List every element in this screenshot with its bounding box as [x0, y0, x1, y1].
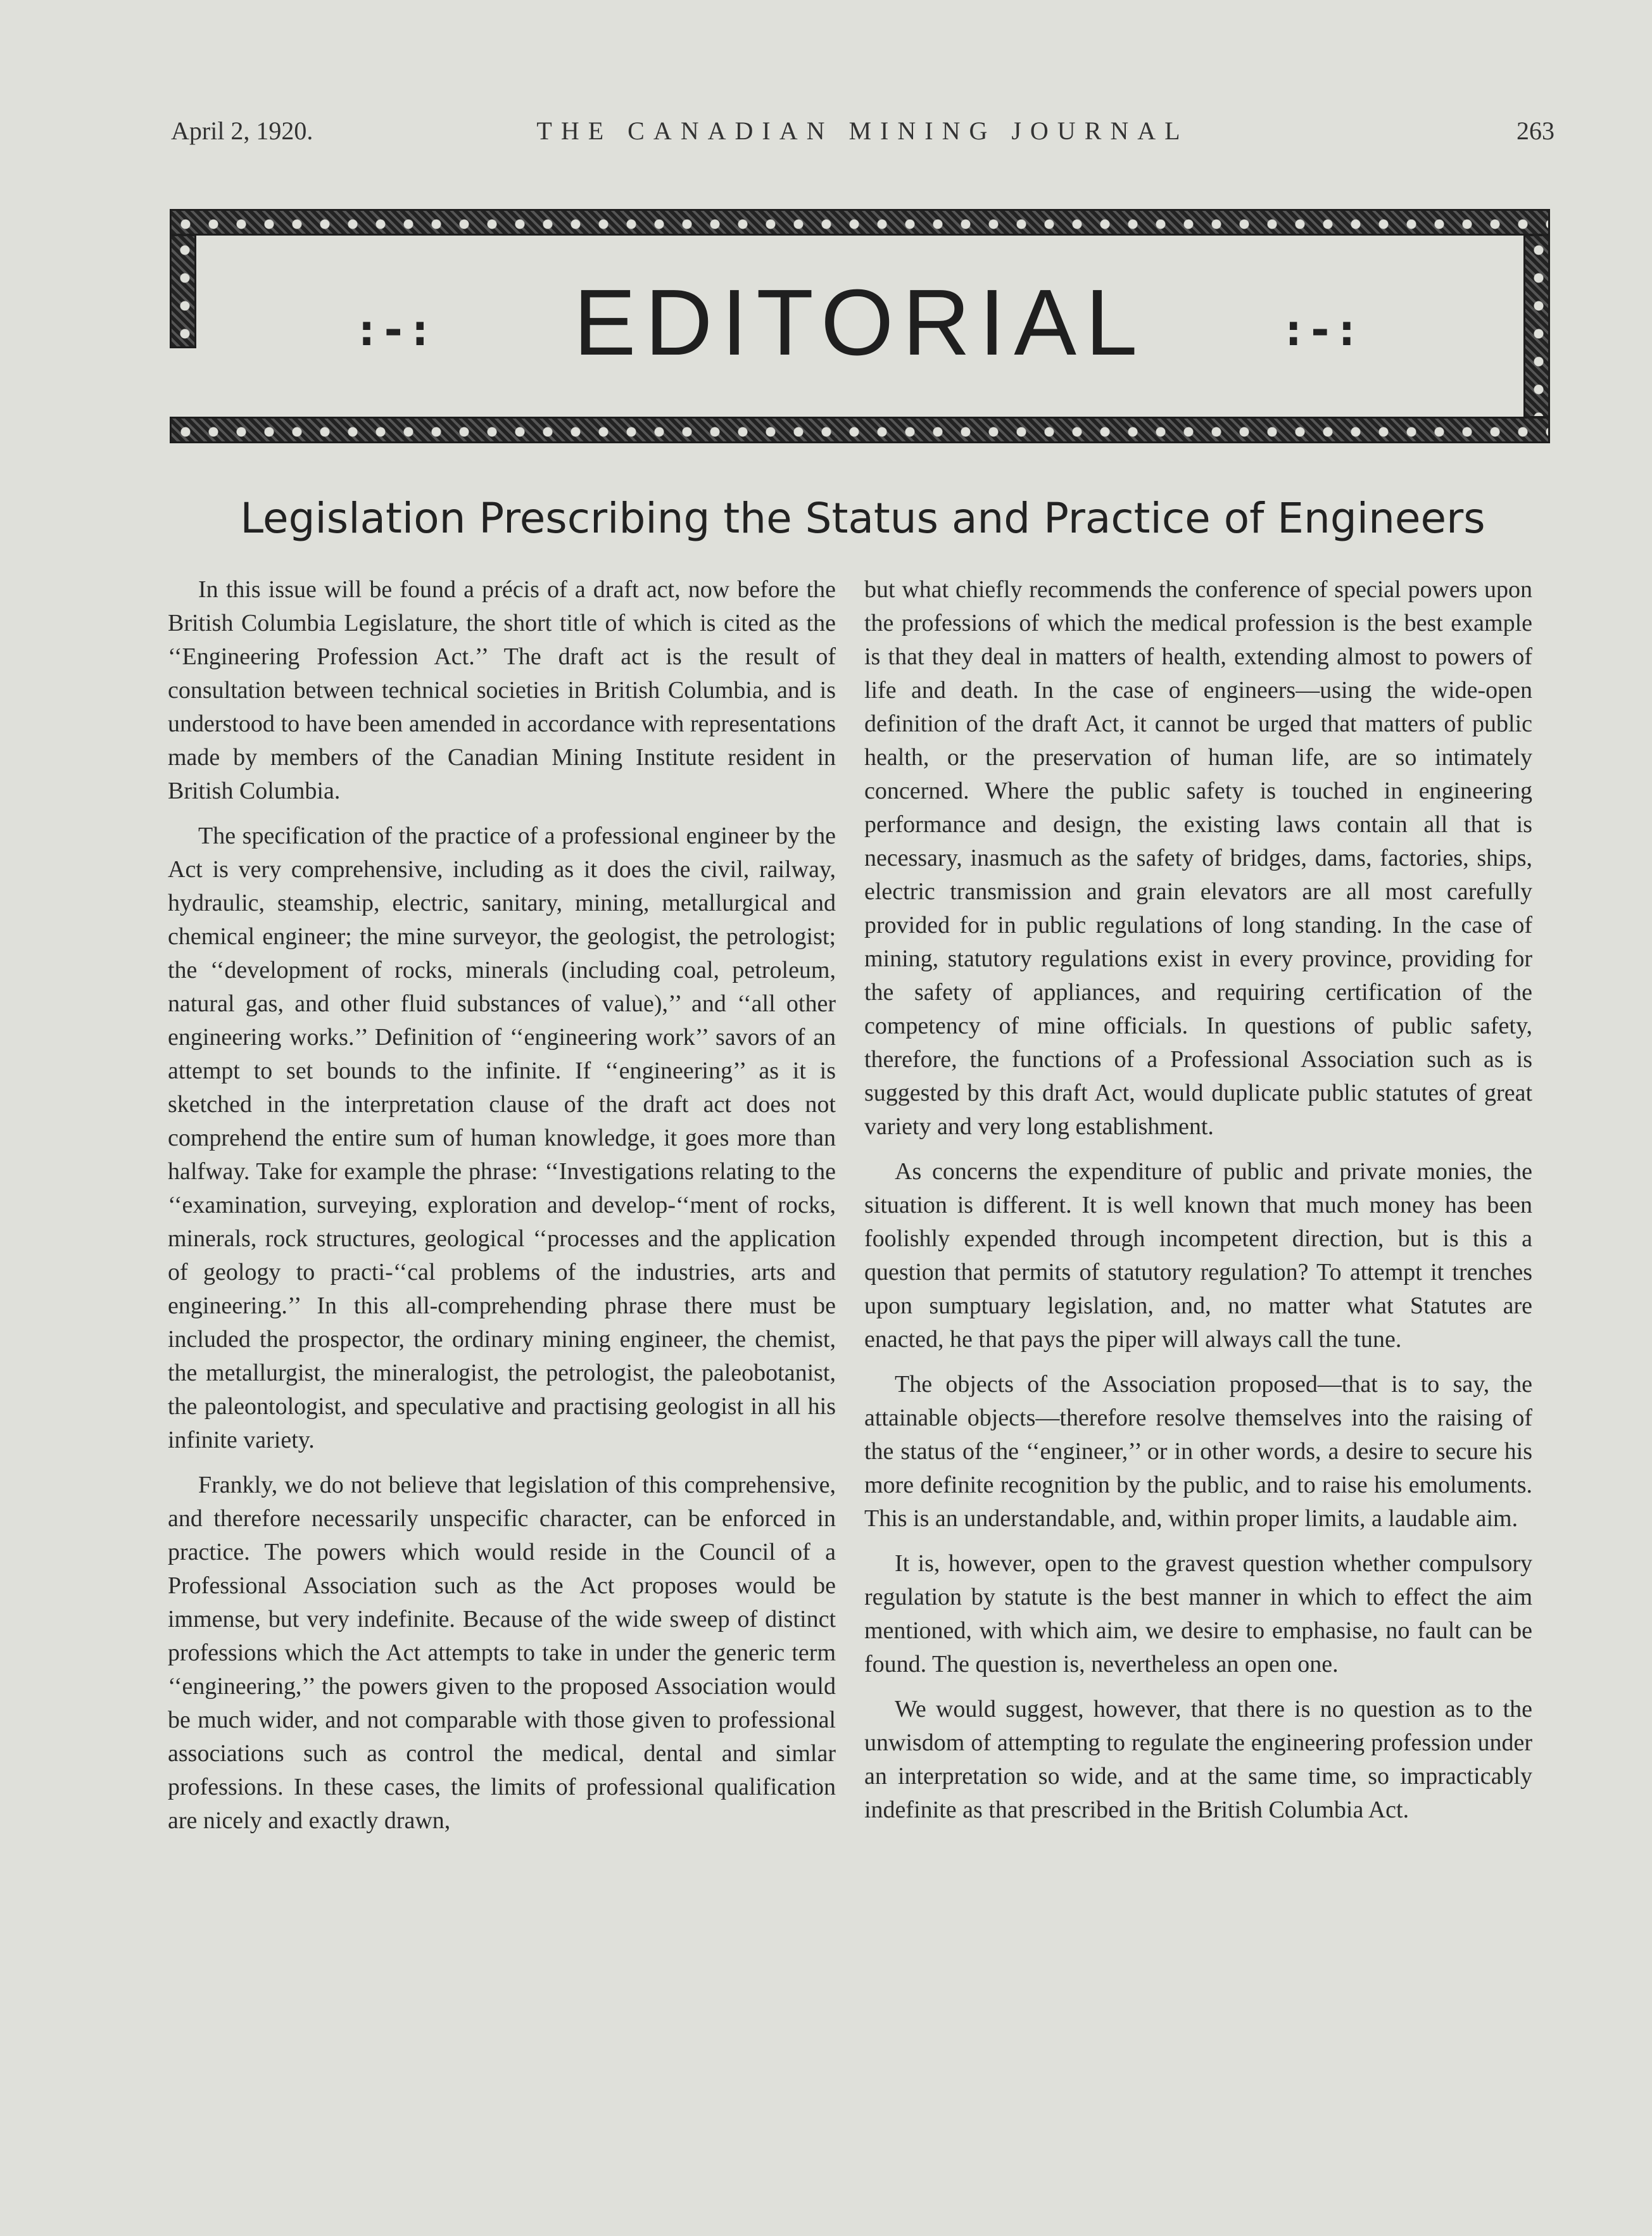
article-title: Legislation Prescribing the Status and Practice of Engineers — [240, 494, 1485, 543]
paragraph: We would suggest, however, that there is no question as to the unwisdom of attempting to regulate the engineering profession under an interpretation so wide, and at the same time, so impracticably indefinite as that prescribed in the British Columbia Act. — [864, 1696, 1532, 1823]
running-header — [171, 116, 1554, 154]
page-number: 263 — [1516, 117, 1554, 145]
ornamental-border-top — [170, 209, 1550, 236]
left-column — [168, 573, 836, 1849]
journal-name: THE CANADIAN MINING JOURNAL — [536, 117, 1189, 145]
paragraph: As concerns the expenditure of public and private monies, the situation is different. It is well known that much money has been foolishly expended through incompetent direction, but is this a question that permits of statutory regulation? To attempt it trenches upon sumptuary legislation, and, no matter what Statutes are enacted, he that pays the piper will always call the tune. — [864, 1158, 1532, 1353]
banner-title: EDITORIAL — [573, 270, 1147, 375]
ornament-right: :-: — [1280, 304, 1360, 356]
editorial-banner — [170, 209, 1550, 443]
ornament-left: :-: — [353, 304, 434, 356]
issue-date: April 2, 1920. — [171, 117, 313, 145]
right-column — [864, 573, 1532, 1838]
paragraph: The objects of the Association proposed—that is to say, the attainable objects—therefore resolve themselves into the raising of the status of the ‘‘engineer,’’ or in other words, a desire to secure his more definite recognition by the public, and to raise his emoluments. This is an understandable, and, within proper limits, a laudable aim. — [864, 1371, 1532, 1532]
ornamental-border-bottom — [170, 417, 1550, 443]
paragraph: Frankly, we do not believe that legislation of this comprehensive, and therefore necessarily unspecific character, can be enforced in practice. The powers which would reside in the Council of a Professional Association such as the Act proposes would be immense, but very indefinite. Because of the wide sweep of distinct professions which the Act attempts to take in under the generic term ‘‘engineering,’’ the powers given to the proposed Association would be much wider, and not comparable with those given to professional associations such as control the medical, dental and simlar professions. In these cases, the limits of professional qualification are nicely and exactly drawn, — [168, 1472, 836, 1834]
paragraph: but what chiefly recommends the conference of special powers upon the professions of which the medical profession is the best example is that they deal in matters of health, extending almost to powers of life and death. In the case of engineers—using the wide-open definition of the draft Act, it cannot be urged that matters of public health, or the preservation of human life, are so intimately concerned. Where the public safety is touched in engineering performance and design, the existing laws contain all that is necessary, inasmuch as the safety of bridges, dams, factories, ships, electric transmission and grain elevators are all most carefully provided for in public regulations of long standing. In the case of mining, statutory regulations exist in every province, providing for the safety of appliances, and requiring certification of the competency of mine officials. In questions of public safety, therefore, the functions of a Professional Association such as is suggested by this draft Act, would duplicate public statutes of great variety and very long establishment. — [864, 576, 1532, 1140]
paragraph: In this issue will be found a précis of a draft act, now before the British Columbia Legislature, the short title of which is cited as the ‘‘Engineering Profession Act.’’ The draft act is the result of consultation between technical societies in British Columbia, and is understood to have been amended in accordance with representations made by members of the Canadian Mining Institute resident in British Columbia. — [168, 576, 836, 804]
paragraph: It is, however, open to the gravest question whether compulsory regulation by statute is the best manner in which to effect the aim mentioned, with which aim, we desire to emphasise, no fault can be found. The question is, nevertheless an open one. — [864, 1550, 1532, 1677]
paragraph: The specification of the practice of a professional engineer by the Act is very comprehensive, including as it does the civil, railway, hydraulic, steamship, electric, sanitary, mining, metallurgical and chemical engineer; the mine surveyor, the geologist, the petrologist; the ‘‘development of rocks, minerals (including coal, petroleum, natural gas, and other fluid substances of value),’’ and ‘‘all other engineering works.’’ Definition of ‘‘engineering work’’ savors of an attempt to set bounds to the infinite. If ‘‘engineering’’ as it is sketched in the interpretation clause of the draft act does not comprehend the entire sum of human knowledge, it goes more than halfway. Take for example the phrase: ‘‘Investigations relating to the ‘‘examination, surveying, exploration and develop-‘‘ment of rocks, minerals, rock structures, geological ‘‘processes and the application of geology to practi-‘‘cal problems of the industries, arts and engineering.’’ In this all-comprehending phrase there must be included the prospector, the ordinary mining engineer, the chemist, the metallurgist, the mineralogist, the petrologist, the paleobotanist, the paleontologist, and speculative and practising geologist in all his infinite variety. — [168, 823, 836, 1453]
